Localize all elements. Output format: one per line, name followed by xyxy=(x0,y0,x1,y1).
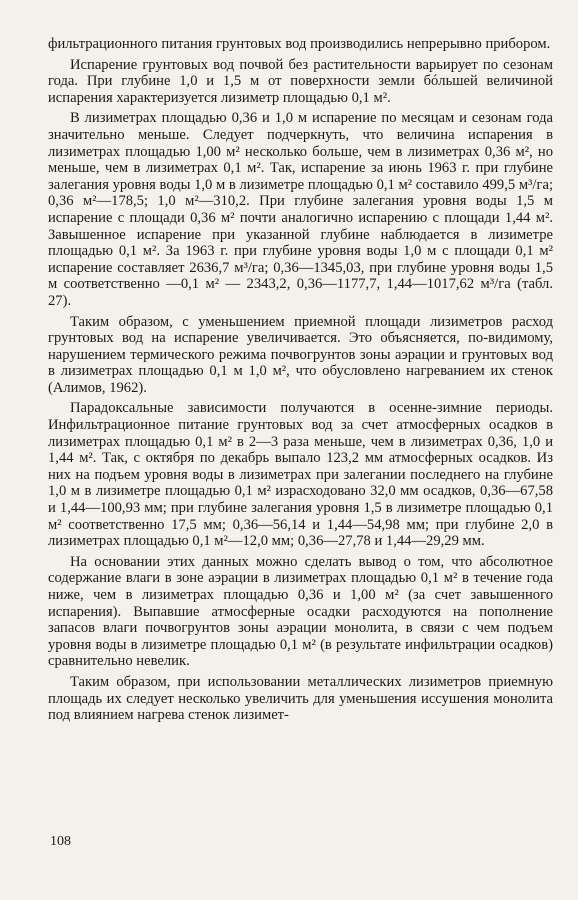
paragraph-6: На основании этих данных можно сделать вывод о том, что абсолютное содержание влаги в зоне аэрации в лизиметрах площадью 0,1 м² в течение года ниже, чем в лизиметрах площадью 0,36 и 1,00 м² (за счет завышенного испарения). Выпавшие атмосферные осадки расходуются на пополнение запасов влаги почвогрунтов зоны аэрации монолита, в связи с чем подъем уровня воды в лизиметре площадью 0,1 м² (в результате инфильтрации осадков) сравнительно невелик. xyxy=(48,553,553,670)
paragraph-1: фильтрационного питания грунтовых вод производились непрерывно прибором. xyxy=(48,36,551,52)
paragraph-2: Испарение грунтовых вод почвой без растительности варьирует по сезонам года. При глубине 1,0 и 1,5 м от поверхности земли бóльшей величиной испарения характеризуется лизиметр площадью 0,1 м². xyxy=(48,56,553,106)
body-text xyxy=(48,36,553,728)
paragraph-7: Таким образом, при использовании металлических лизиметров приемную площадь их следует несколько увеличить для уменьшения иссушения монолита под влиянием нагрева стенок лизимет- xyxy=(48,673,553,724)
paragraph-5: Парадоксальные зависимости получаются в осенне-зимние периоды. Инфильтрационное питание грунтовых вод за счет атмосферных осадков в лизиметрах площадью 0,1 м² в 2—3 раза меньше, чем в лизиметрах 0,36, 1,0 и 1,44 м². Так, с октября по декабрь выпало 123,2 мм атмосферных осадков. Из них на подъем уровня воды в лизиметрах при залегании последнего на глубине 1,0 м в лизиметре площадью 0,1 м² израсходовано 32,0 мм осадков, 0,36—67,58 и 1,44—100,93 мм; при глубине залегания уровня 1,5 в лизиметре площадью 0,1 м² соответственно 17,5 мм; 0,36—56,14 и 1,44—54,98 мм; при глубине 2,0 в лизиметрах площадью 0,1 м²—12,0 мм; 0,36—27,78 и 1,44—29,29 мм. xyxy=(48,400,553,550)
page-number: 108 xyxy=(50,834,71,849)
paragraph-3: В лизиметрах площадью 0,36 и 1,0 м испарение по месяцам и сезонам года значительно меньше. Следует подчеркнуть, что величина испарения в лизиметрах площадью 1,00 м² несколько больше, чем в лизиметрах 0,36 м², но меньше, чем в лизиметрах 0,1 м². Так, испарение за июнь 1963 г. при глубине залегания уровня воды 1,0 м в лизиметре площадью 0,1 м² составило 499,5 м³/га; 0,36 м²—178,5; 1,0 м²—310,2. При глубине залегания уровня воды 1,5 м испарение с площади 0,36 м² почти аналогично испарению с площади 1,44 м². Завышенное испарение при указанной глубине наблюдается в лизиметре площадью 0,1 м². За 1963 г. при глубине уровня воды 1,0 м с площади 0,1 м² испарение составляет 2636,7 м³/га; 0,36—1345,03, при глубине уровня воды 1,5 м соответственно —0,1 м² — 2343,2, 0,36—1177,7, 1,44—1017,62 м³/га (табл. 27). xyxy=(48,110,553,309)
paragraph-4: Таким образом, с уменьшением приемной площади лизиметров расход грунтовых вод на испарение увеличивается. Это объясняется, по-видимому, нарушением термического режима почвогрунтов зоны аэрации и грунтовых вод в лизиметрах площадью 0,1 м 1,0 м², что обусловлено нагреванием их стенок (Алимов, 1962). xyxy=(48,313,553,396)
